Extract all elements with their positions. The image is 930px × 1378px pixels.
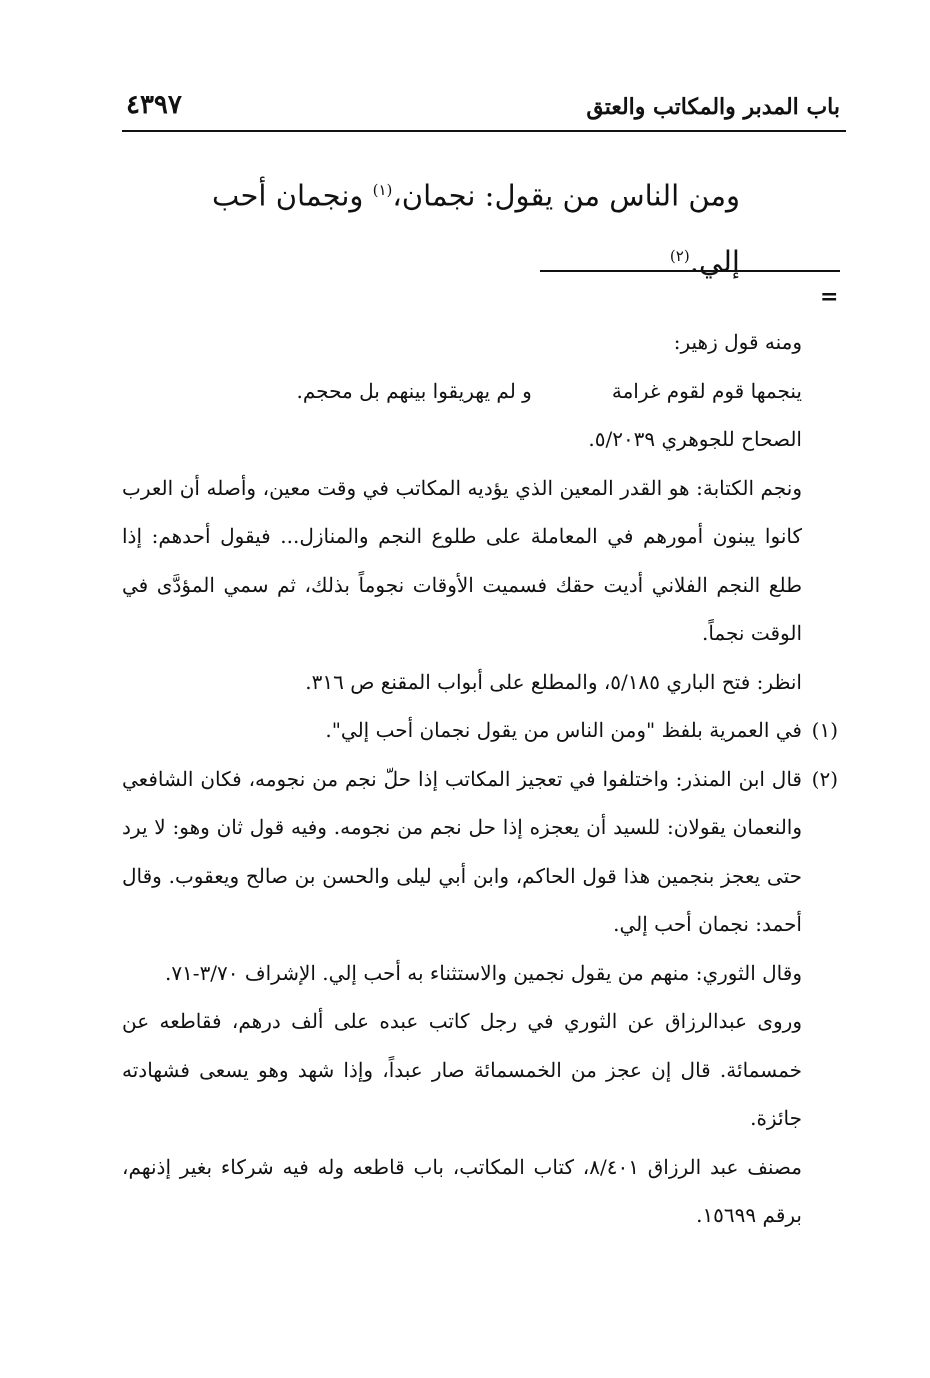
verse-second-hemistich: و لم يهريقوا بينهم بل محجم. (296, 378, 532, 403)
footnote-ref-1: (١) (372, 181, 393, 199)
footnote-1 (122, 706, 838, 755)
thawri-opinion: وقال الثوري: منهم من يقول نجمين والاستثناء به أحب إلي. الإشراف ٣/٧٠-٧١. (164, 960, 802, 985)
footnotes (122, 318, 838, 1240)
footnote-separator (540, 270, 840, 272)
verse-first-hemistich: ينجمها قوم لقوم غرامة (611, 378, 802, 403)
footnote-2 (122, 755, 838, 949)
footnote-2-number: (٢) (811, 766, 838, 791)
main-text-part-1: ومن الناس من يقول: نجمان، (392, 178, 740, 213)
poetry-verse (122, 367, 838, 416)
footnote-1-text: في العمرية بلفظ "ومن الناس من يقول نجمان أحب إلي". (325, 718, 802, 742)
footnote-ref-2: (٢) (669, 246, 690, 265)
abdulrazzaq-narration: وروى عبدالرزاق عن الثوري في رجل كاتب عبده على ألف درهم، فقاطعه عن خمسمائة. قال إن عجز من الخمسمائة صار عبداً، وإذا شهد وهو يسعى فشهادته جائزة. (122, 1009, 802, 1130)
quote-intro: ومنه قول زهير: (673, 330, 802, 354)
page-number: ٤٣٩٧ (126, 90, 182, 120)
footnote-1-number: (١) (811, 718, 838, 742)
continuation-mark: = (820, 284, 839, 310)
footnote-2-text: قال ابن المنذر: واختلفوا في تعجيز المكاتب إذا حلّ نجم من نجومه، فكان الشافعي والنعمان يقولان: للسيد أن يعجزه إذا حل نجم من نجومه. وفيه قول ثان وهو: لا يرد حتى يعجز بنجمين هذا قول الحاكم، وابن أبي ليلى والحسن بن صالح ويعقوب. وقال أحمد: نجمان أحب إلي. (122, 766, 802, 936)
running-title: باب المدبر والمكاتب والعتق (586, 94, 840, 120)
najm-definition: ونجم الكتابة: هو القدر المعين الذي يؤديه المكاتب في وقت معين، وأصله أن العرب كانوا يبنون أمورهم في المعاملة على طلوع النجم والمنازل... فيقول أحدهم: إذا طلع النجم الفلاني أديت حقك فسميت الأوقات نجوماً بذلك، ثم سمي المؤدَّى في الوقت نجماً. (122, 475, 802, 645)
sihah-reference: الصحاح للجوهري ٥/٢٠٣٩. (588, 427, 802, 451)
main-text-part-2: ونجمان أحب إلي. (212, 178, 740, 279)
musannaf-reference: مصنف عبد الرزاق ٨/٤٠١، كتاب المكاتب، باب قاطعه وله فيه شركاء بغير إذنهم، برقم ١٥٦٩٩. (122, 1154, 802, 1227)
page-header (122, 88, 846, 132)
see-also-reference: انظر: فتح الباري ٥/١٨٥، والمطلع على أبواب المقنع ص ٣١٦. (305, 669, 802, 694)
